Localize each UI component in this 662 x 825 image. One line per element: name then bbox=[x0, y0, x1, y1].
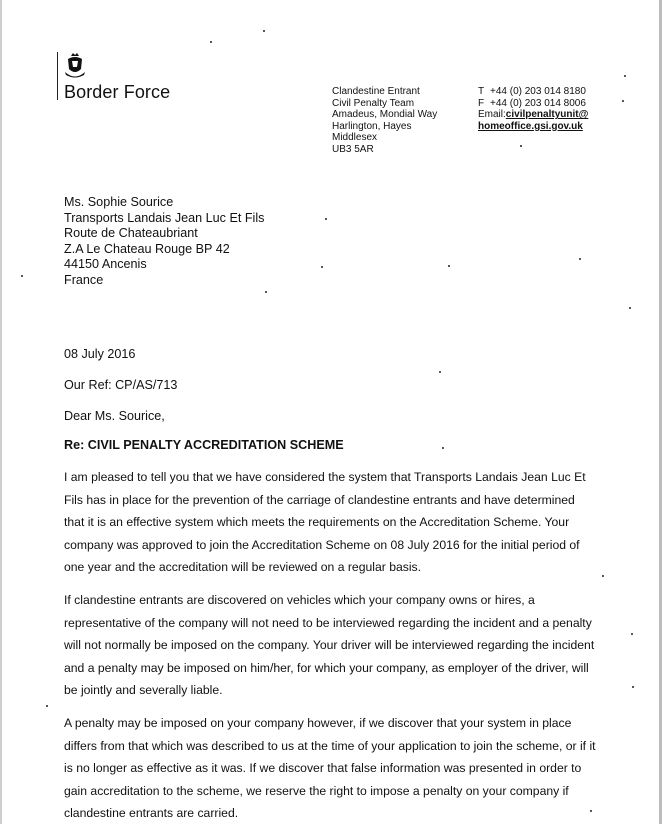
body-paragraph bbox=[64, 466, 594, 579]
sender-address-line: Middlesex bbox=[332, 132, 378, 144]
email-link-part1[interactable]: civilpenaltyunit@ bbox=[505, 109, 589, 121]
scan-speck bbox=[579, 258, 581, 260]
recipient-line: Z.A Le Chateau Rouge BP 42 bbox=[64, 241, 230, 256]
paragraph-line: company was approved to join the Accreditation Scheme on 08 July 2016 for the initial period of bbox=[64, 537, 580, 552]
fax-row bbox=[478, 98, 588, 110]
scan-speck bbox=[631, 633, 633, 635]
fax-number: +44 (0) 203 014 8006 bbox=[490, 97, 586, 109]
paragraph-line: one year and the accreditation will be reviewed on a regular basis. bbox=[64, 560, 422, 574]
sender-address-line: Clandestine Entrant bbox=[332, 86, 420, 97]
reference-number: Our Ref: CP/AS/713 bbox=[64, 378, 178, 392]
paragraph-line: will not normally be imposed on the company. Your driver will be interviewed regarding the incident bbox=[64, 638, 595, 652]
letter-date: 08 July 2016 bbox=[64, 347, 136, 361]
scan-speck bbox=[21, 275, 23, 277]
email-row bbox=[478, 109, 588, 121]
sender-address-line: Harlington, Hayes bbox=[332, 120, 412, 132]
scan-speck bbox=[210, 41, 212, 43]
sender-address-line: Amadeus, Mondial Way bbox=[332, 109, 438, 121]
email-label: Email: bbox=[478, 109, 506, 121]
paragraph-line: clandestine entrants are carried. bbox=[64, 806, 239, 820]
scan-speck bbox=[325, 218, 327, 220]
body-paragraph bbox=[64, 712, 594, 825]
phone-row bbox=[478, 86, 588, 98]
brand-name: Border Force bbox=[64, 82, 171, 102]
scan-speck bbox=[265, 291, 267, 293]
scan-speck bbox=[632, 686, 634, 688]
paragraph-line: is no longer as effective as it was. If we discover that false information was presented in order to bbox=[64, 761, 582, 775]
paragraph-line: I am pleased to tell you that we have considered the system that Transports Landais Jean Luc Et bbox=[64, 470, 586, 484]
recipient-line: Transports Landais Jean Luc Et Fils bbox=[64, 210, 265, 225]
scan-speck bbox=[629, 307, 631, 309]
subject-line: Re: CIVIL PENALTY ACCREDITATION SCHEME bbox=[64, 438, 344, 452]
recipient-line: Route de Chateaubriant bbox=[64, 226, 198, 240]
phone-number: +44 (0) 203 014 8180 bbox=[490, 86, 586, 97]
salutation: Dear Ms. Sourice, bbox=[64, 409, 165, 423]
scan-speck bbox=[442, 447, 444, 449]
scan-speck bbox=[602, 575, 604, 577]
paragraph-line: be jointly and severally liable. bbox=[64, 683, 223, 697]
scan-speck bbox=[46, 705, 48, 707]
scan-speck bbox=[622, 100, 624, 102]
email-row-2 bbox=[478, 121, 588, 133]
scan-speck bbox=[263, 30, 265, 32]
sender-address-line: UB3 5AR bbox=[332, 143, 374, 155]
royal-crest-icon bbox=[64, 53, 86, 79]
scan-speck bbox=[520, 145, 522, 147]
scan-speck bbox=[448, 265, 450, 267]
paragraph-line: A penalty may be imposed on your company however, if we discover that your system in place bbox=[64, 716, 572, 730]
body-paragraph bbox=[64, 589, 594, 702]
paragraph-line: representative of the company will not need to be interviewed regarding the incident and a penalty bbox=[64, 615, 592, 630]
fax-label: F bbox=[478, 97, 485, 109]
email-link-part2[interactable]: homeoffice.gsi.gov.uk bbox=[478, 120, 583, 132]
paragraph-line: and a penalty may be imposed on him/her, for which your company, as employer of the driver, will bbox=[64, 660, 589, 675]
paragraph-line: differs from that which was described to us at the time of your application to join the scheme, or if it bbox=[64, 738, 596, 753]
paragraph-line: gain accreditation to the scheme, we reserve the right to impose a penalty on your company if bbox=[64, 783, 569, 798]
scan-speck bbox=[624, 75, 626, 77]
paragraph-line: that it is an effective system which meets the requirements on the Accreditation Scheme. Your bbox=[64, 515, 570, 529]
scan-speck bbox=[321, 266, 323, 268]
scan-speck bbox=[590, 810, 592, 812]
recipient-address bbox=[64, 195, 264, 288]
sender-contact bbox=[478, 86, 588, 132]
sender-address-line: Civil Penalty Team bbox=[332, 97, 415, 109]
sender-address bbox=[332, 86, 437, 156]
phone-label: T bbox=[478, 86, 485, 97]
paragraph-line: Fils has in place for the prevention of the carriage of clandestine entrants and have determined bbox=[64, 492, 575, 507]
recipient-line: 44150 Ancenis bbox=[64, 257, 147, 271]
paragraph-line: If clandestine entrants are discovered on vehicles which your company owns or hires, a bbox=[64, 593, 535, 607]
scan-speck bbox=[439, 371, 441, 373]
logo-divider bbox=[57, 52, 58, 100]
recipient-line: Ms. Sophie Sourice bbox=[64, 195, 174, 209]
recipient-line: France bbox=[64, 272, 104, 287]
